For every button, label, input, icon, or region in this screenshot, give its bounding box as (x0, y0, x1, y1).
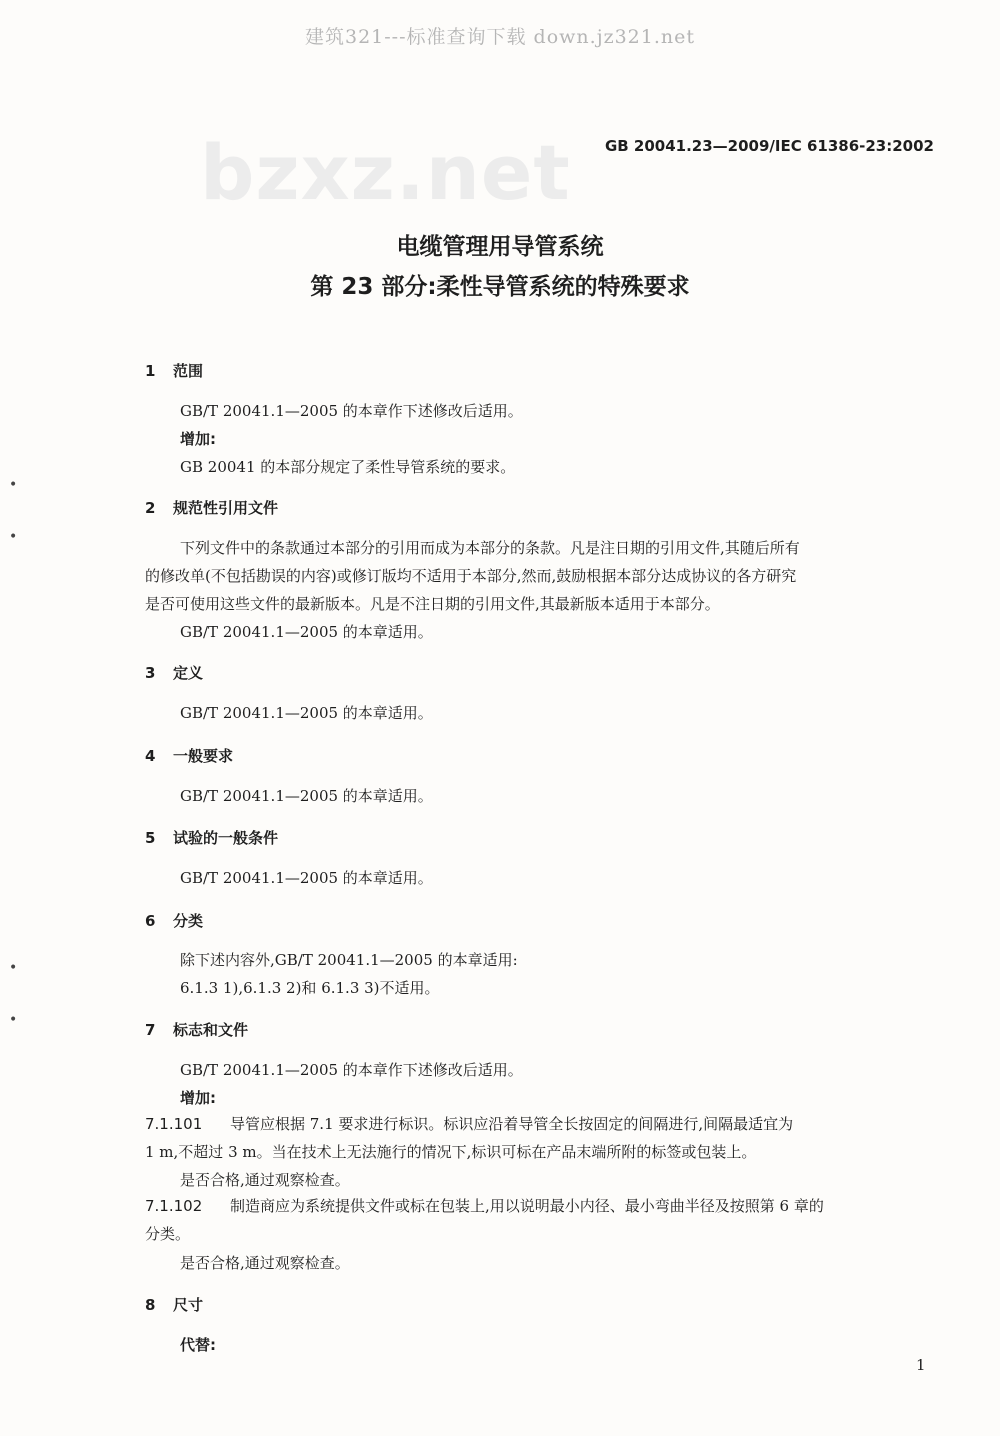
document-subtitle: 第 23 部分:柔性导管系统的特殊要求 (310, 274, 690, 300)
section-heading-8 (145, 1294, 203, 1315)
page-number: 1 (916, 1356, 926, 1374)
section-heading-7 (145, 1019, 248, 1040)
margin-mark: • (9, 477, 18, 493)
paragraph: GB 20041 的本部分规定了柔性导管系统的要求。 (180, 458, 516, 476)
section-title: 定义 (173, 664, 204, 682)
paragraph: GB/T 20041.1—2005 的本章适用。 (180, 623, 433, 641)
clause-text: 制造商应为系统提供文件或标在包装上,用以说明最小内径、最小弯曲半径及按照第 6 章的 (230, 1197, 824, 1215)
standard-code: GB 20041.23—2009/IEC 61386-23:2002 (604, 137, 934, 155)
clause-7-1-101 (145, 1113, 793, 1134)
document-title: 电缆管理用导管系统 (396, 234, 604, 260)
section-title: 试验的一般条件 (173, 829, 279, 847)
section-number: 1 (145, 362, 156, 380)
section-number: 2 (145, 499, 156, 517)
compliance-check: 是否合格,通过观察检查。 (180, 1171, 350, 1189)
watermark-site-banner: 建筑321---标准查询下载 down.jz321.net (304, 26, 696, 48)
section-number: 6 (145, 912, 156, 930)
clause-text: 导管应根据 7.1 要求进行标识。标识应沿着导管全长按固定的间隔进行,间隔最适宜为 (230, 1115, 794, 1133)
clause-number: 7.1.101 (145, 1115, 203, 1133)
margin-mark: • (9, 960, 18, 976)
section-title: 分类 (173, 912, 204, 930)
section-number: 7 (145, 1021, 156, 1039)
margin-mark: • (9, 1012, 18, 1028)
watermark-logo-text: bzxz.net (200, 128, 571, 217)
paragraph: 下列文件中的条款通过本部分的引用而成为本部分的条款。凡是注日期的引用文件,其随后所有 (180, 539, 800, 557)
section-title: 一般要求 (173, 747, 234, 765)
paragraph: GB/T 20041.1—2005 的本章适用。 (180, 787, 433, 805)
section-title: 尺寸 (173, 1296, 204, 1314)
paragraph: 1 m,不超过 3 m。当在技术上无法施行的情况下,标识可标在产品末端所附的标签或包装上。 (145, 1143, 757, 1161)
paragraph-label: 代替: (180, 1336, 216, 1354)
section-heading-6 (145, 910, 203, 931)
section-heading-4 (145, 745, 233, 766)
paragraph: 6.1.3 1),6.1.3 2)和 6.1.3 3)不适用。 (180, 979, 440, 997)
section-title: 标志和文件 (173, 1021, 249, 1039)
margin-mark: • (9, 529, 18, 545)
section-title: 规范性引用文件 (173, 499, 279, 517)
paragraph: GB/T 20041.1—2005 的本章作下述修改后适用。 (180, 402, 523, 420)
paragraph: 是否可使用这些文件的最新版本。凡是不注日期的引用文件,其最新版本适用于本部分。 (145, 595, 720, 613)
paragraph: 除下述内容外,GB/T 20041.1—2005 的本章适用: (180, 951, 518, 969)
paragraph: GB/T 20041.1—2005 的本章作下述修改后适用。 (180, 1061, 523, 1079)
clause-number: 7.1.102 (145, 1197, 203, 1215)
section-number: 8 (145, 1296, 156, 1314)
paragraph-label: 增加: (180, 430, 216, 448)
section-heading-3 (145, 662, 203, 683)
section-heading-2 (145, 497, 278, 518)
section-number: 3 (145, 664, 156, 682)
paragraph: 的修改单(不包括勘误的内容)或修订版均不适用于本部分,然而,鼓励根据本部分达成协议的各方研究 (145, 567, 797, 585)
paragraph: GB/T 20041.1—2005 的本章适用。 (180, 704, 433, 722)
section-heading-1 (145, 360, 203, 381)
clause-7-1-102 (145, 1195, 824, 1216)
section-heading-5 (145, 827, 278, 848)
section-title: 范围 (173, 362, 204, 380)
section-number: 4 (145, 747, 156, 765)
section-number: 5 (145, 829, 156, 847)
paragraph-label: 增加: (180, 1089, 216, 1107)
paragraph: 分类。 (145, 1225, 191, 1243)
compliance-check: 是否合格,通过观察检查。 (180, 1254, 350, 1272)
paragraph: GB/T 20041.1—2005 的本章适用。 (180, 869, 433, 887)
